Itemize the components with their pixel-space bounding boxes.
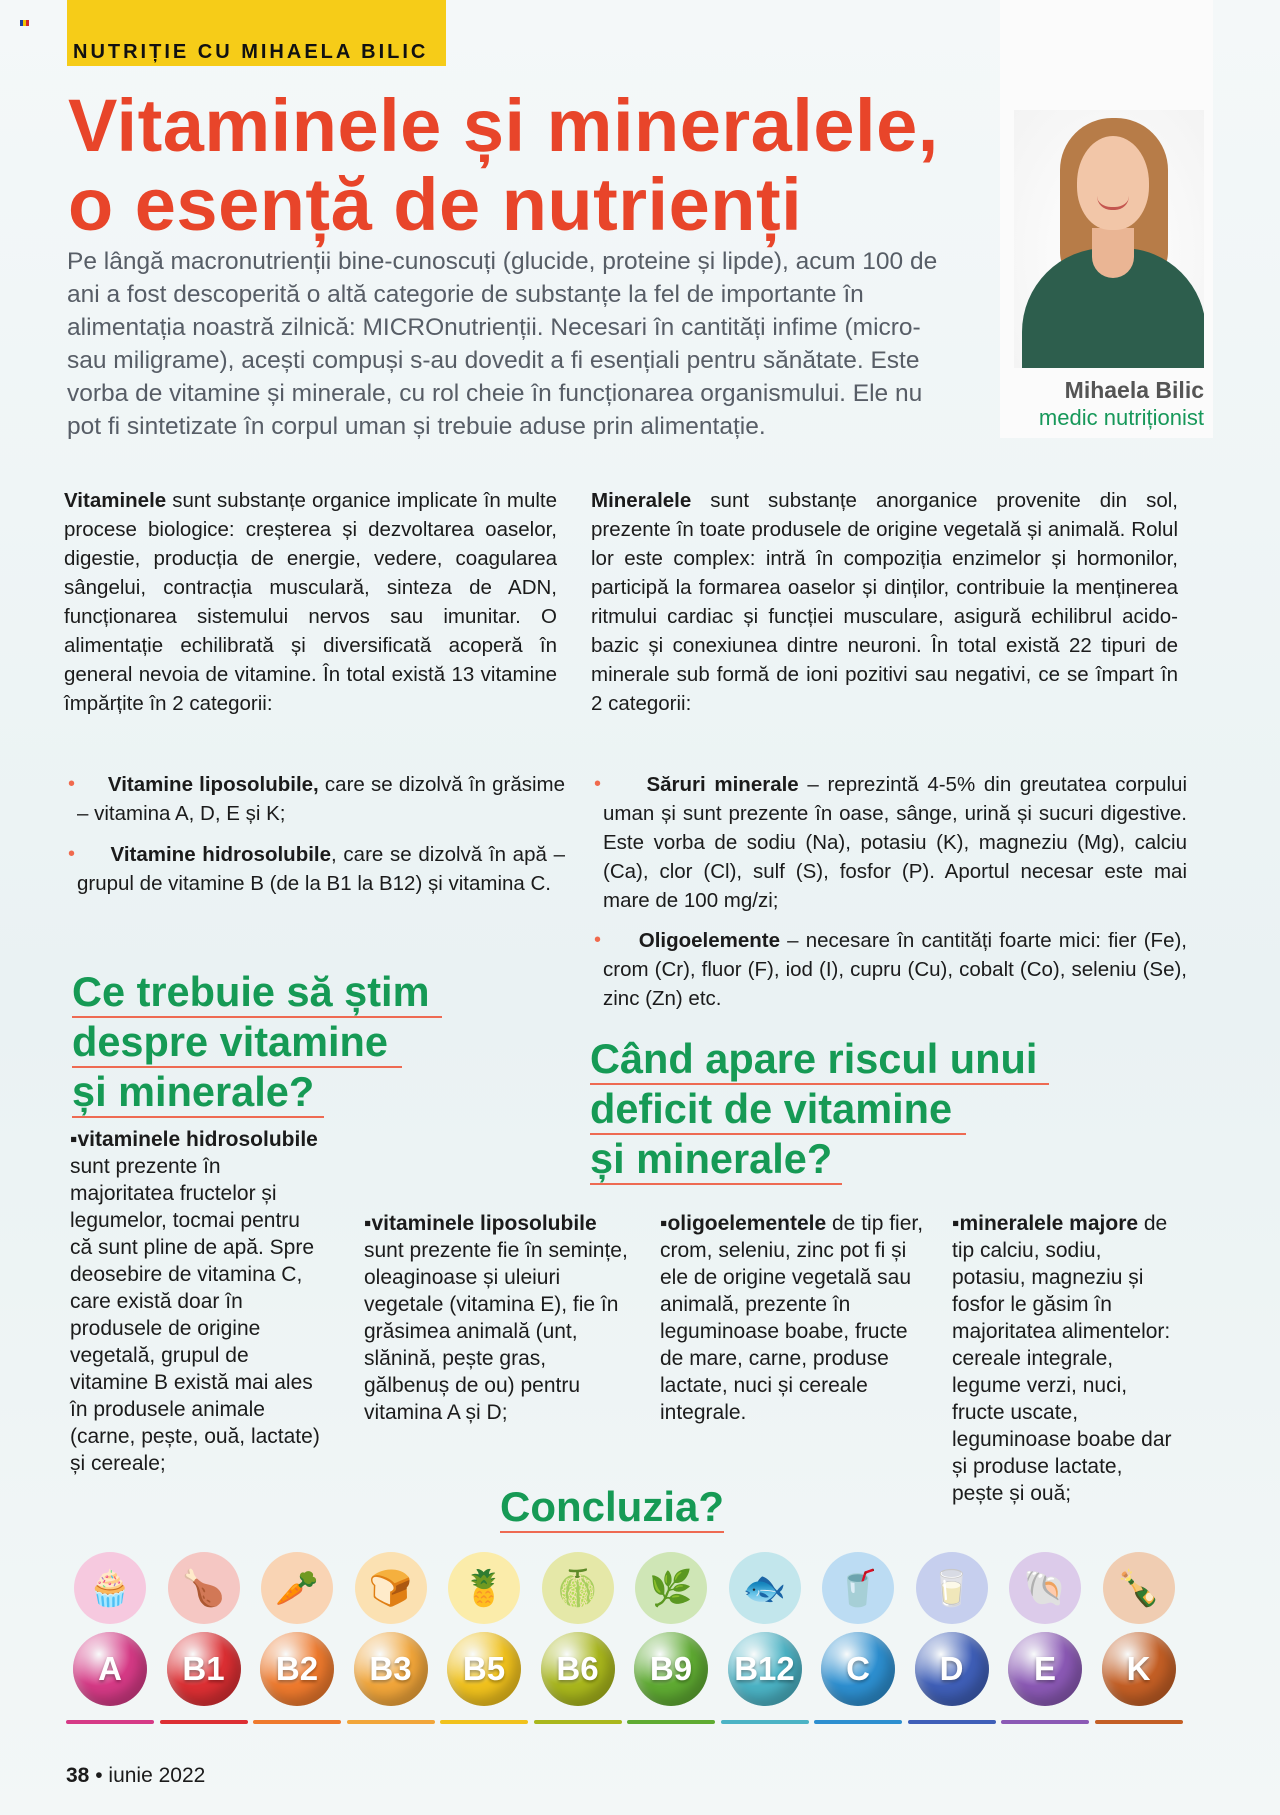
vitamin-underline bbox=[627, 1720, 715, 1724]
bullet-text: – reprezintă 4-5% din greutatea corpului uman și sunt prezente în oase, sânge, urină și sucuri digestive. Este vorba de sodiu (Na), potasiu (K), magneziu (Mg), calciu (Ca), clor (Cl), sulf (S), fosfor (P). Aportul necesar este mai mare de 100 mg/zi; bbox=[603, 773, 1188, 912]
column-lead: vitaminele liposolubile bbox=[371, 1212, 597, 1235]
article-title bbox=[68, 86, 939, 244]
vitamin-badge: B1 bbox=[167, 1632, 241, 1706]
minerals-lead: Mineralele bbox=[591, 489, 692, 512]
vitamin-underline bbox=[721, 1720, 809, 1724]
bullet-hidrosolubile bbox=[68, 840, 565, 898]
minerals-text: sunt substanțe anorganice provenite din sol, prezente în toate produsele de origine vegetală și animală. Rolul lor este complex: intră în compoziția enzimelor și hormonilor, participă la formarea oaselor și dinților, contribuie la menținerea ritmului cardiac și funcției musculare, asigură echilibrul acido-bazic și conexiunea dintre neuroni. În total există 22 tipuri de minerale sub formă de ioni pozitivi sau negativi, ce se împart în 2 categorii: bbox=[591, 489, 1178, 715]
flag-icon bbox=[20, 20, 29, 26]
cupcake-icon: 🧁 bbox=[74, 1552, 146, 1624]
column-mineralele-majore bbox=[952, 1210, 1178, 1507]
vitamin-badge: B12 bbox=[728, 1632, 802, 1706]
vitamins-text: sunt substanțe organice implicate în multe procese biologice: creșterea și dezvoltarea oaselor, digestie, producția de energie, vedere, coagularea sângelui, contracția musculară, sinteza de ADN, funcționarea sistemului nervos sau imunitar. O alimentație echilibrată și diversificată acoperă în general nevoia de vitamine. În total există 13 vitamine împărțite în 2 categorii: bbox=[64, 489, 557, 715]
oil-bottle-icon: 🍾 bbox=[1103, 1552, 1175, 1624]
melon-icon: 🍈 bbox=[542, 1552, 614, 1624]
heading-line: Când apare riscul unui bbox=[590, 1035, 1049, 1085]
vitamin-badge: E bbox=[1008, 1632, 1082, 1706]
bullet-lead: Vitamine liposolubile, bbox=[107, 773, 319, 796]
column-text: sunt prezente în majoritatea fructelor și legumelor, tocmai pentru că sunt pline de apă. Spre deosebire de vitamina C, care există doar în produsele de origine vegetală, grupul de vitamine B există mai ales în produsele animale (carne, pește, ouă, lactate) și cereale; bbox=[70, 1155, 320, 1475]
bullet-saruri-minerale bbox=[594, 770, 1187, 915]
vitamin-b1 bbox=[164, 1552, 244, 1724]
vitamin-underline bbox=[66, 1720, 154, 1724]
bullet-dot-icon: • bbox=[594, 929, 602, 951]
bullet-liposolubile bbox=[68, 770, 565, 828]
vitamin-k bbox=[1099, 1552, 1179, 1724]
vitamin-underline bbox=[814, 1720, 902, 1724]
vitamin-a bbox=[70, 1552, 150, 1724]
column-lead: mineralele majore bbox=[959, 1212, 1139, 1235]
column-liposolubile bbox=[364, 1210, 628, 1426]
column-marker: ▪ bbox=[660, 1212, 668, 1235]
column-marker: ▪ bbox=[952, 1212, 960, 1235]
parsley-icon: 🌿 bbox=[635, 1552, 707, 1624]
bullet-lead: Săruri minerale bbox=[646, 773, 799, 796]
fish-icon: 🐟 bbox=[729, 1552, 801, 1624]
issue-date: iunie 2022 bbox=[108, 1764, 206, 1787]
vitamin-c bbox=[818, 1552, 898, 1724]
heading-line: și minerale? bbox=[590, 1135, 842, 1185]
vitamin-underline bbox=[347, 1720, 435, 1724]
vitamin-b2 bbox=[257, 1552, 337, 1724]
author-role: medic nutriționist bbox=[1038, 405, 1204, 430]
vitamin-b12 bbox=[725, 1552, 805, 1724]
vitamin-badge: C bbox=[821, 1632, 895, 1706]
bread-icon: 🍞 bbox=[355, 1552, 427, 1624]
bullet-text: care se dizolvă în grăsime – vitamina A, D, E și K; bbox=[77, 773, 565, 825]
page-number: 38 bbox=[66, 1764, 90, 1787]
vitamin-badge: B5 bbox=[447, 1632, 521, 1706]
bullet-text: , care se dizolvă în apă – grupul de vitamine B (de la B1 la B12) și vitamina C. bbox=[77, 843, 565, 895]
vitamin-underline bbox=[908, 1720, 996, 1724]
column-text: de tip fier, crom, seleniu, zinc pot fi și ele de origine vegetală sau animală, prezente în leguminoase boabe, fructe de mare, carne, produse lactate, nuci și cereale integrale. bbox=[660, 1212, 924, 1424]
column-hidrosolubile bbox=[70, 1126, 320, 1477]
author-card bbox=[1000, 0, 1213, 438]
column-text: sunt prezente fie în semințe, oleaginoase și uleiuri vegetale (vitamina E), fie în grăsimea animală (unt, slănină, pește gras, gălbenuș de ou) pentru vitamina A și D; bbox=[364, 1239, 628, 1424]
heading-line: despre vitamine bbox=[72, 1018, 402, 1068]
vitamin-underline bbox=[253, 1720, 341, 1724]
column-marker: ▪ bbox=[70, 1128, 78, 1151]
shell-icon: 🐚 bbox=[1009, 1552, 1081, 1624]
title-line-2: o esență de nutrienți bbox=[68, 163, 803, 246]
column-oligoelementele bbox=[660, 1210, 928, 1426]
bullet-oligoelemente bbox=[594, 926, 1187, 1013]
column-marker: ▪ bbox=[364, 1212, 372, 1235]
vitamin-b9 bbox=[631, 1552, 711, 1724]
vitamins-paragraph bbox=[64, 486, 557, 718]
title-line-1: Vitaminele și mineralele, bbox=[68, 84, 939, 167]
author-name: Mihaela Bilic bbox=[1064, 377, 1204, 403]
vitamin-badge: D bbox=[915, 1632, 989, 1706]
bullet-lead: Vitamine hidrosolubile bbox=[110, 843, 332, 866]
vitamin-b6 bbox=[538, 1552, 618, 1724]
pineapple-icon: 🍍 bbox=[448, 1552, 520, 1624]
juice-icon: 🥤 bbox=[822, 1552, 894, 1624]
bullet-dot-icon: • bbox=[68, 773, 76, 795]
vitamins-lead: Vitaminele bbox=[64, 489, 167, 512]
carrot-icon: 🥕 bbox=[261, 1552, 333, 1624]
milk-jug-icon: 🥛 bbox=[916, 1552, 988, 1624]
vitamin-underline bbox=[534, 1720, 622, 1724]
intro-paragraph: Pe lângă macronutrienții bine-cunoscuți (glucide, proteine și lipde), acum 100 de ani a fost descoperită o altă categorie de substanțe la fel de importante în alimentația noastră zilnică: MICROnutrienții. Necesari în cantități infime (micro- sau miligrame), acești compuși s-au dovedit a fi esențiali pentru sănătate. Este vorba de vitamine și minerale, cu rol cheie în funcționarea organismului. Ele nu pot fi sintetizate în corpul uman și trebuie aduse prin alimentație. bbox=[67, 248, 938, 440]
vitamin-b5 bbox=[444, 1552, 524, 1724]
vitamin-b3 bbox=[351, 1552, 431, 1724]
heading-line: Ce trebuie să știm bbox=[72, 968, 442, 1018]
vitamin-badge: B2 bbox=[260, 1632, 334, 1706]
vitamin-badge: B3 bbox=[354, 1632, 428, 1706]
vitamin-underline bbox=[1095, 1720, 1183, 1724]
author-photo bbox=[1014, 110, 1204, 368]
column-lead: vitaminele hidrosolubile bbox=[77, 1128, 318, 1151]
vitamin-badge: B6 bbox=[541, 1632, 615, 1706]
chicken-icon: 🍗 bbox=[168, 1552, 240, 1624]
heading-ce-trebuie bbox=[72, 968, 442, 1118]
bullet-dot-icon: • bbox=[68, 843, 76, 865]
vitamin-strip bbox=[70, 1552, 1180, 1724]
footer-separator: • bbox=[95, 1764, 103, 1787]
column-lead: oligoelementele bbox=[667, 1212, 827, 1235]
bullet-lead: Oligoelemente bbox=[638, 929, 781, 952]
vitamin-e bbox=[1005, 1552, 1085, 1724]
vitamin-badge: K bbox=[1102, 1632, 1176, 1706]
heading-line: și minerale? bbox=[72, 1068, 324, 1118]
section-tag bbox=[67, 0, 446, 66]
vitamin-underline bbox=[160, 1720, 248, 1724]
section-tag-label: NUTRIȚIE CU MIHAELA BILIC bbox=[73, 41, 429, 63]
vitamin-badge: A bbox=[73, 1632, 147, 1706]
heading-line: deficit de vitamine bbox=[590, 1085, 966, 1135]
bullet-dot-icon: • bbox=[594, 773, 602, 795]
vitamin-underline bbox=[1001, 1720, 1089, 1724]
minerals-paragraph bbox=[591, 486, 1178, 718]
bullet-text: – necesare în cantități foarte mici: fier (Fe), crom (Cr), fluor (F), iod (I), cupru (Cu), cobalt (Co), seleniu (Se), zinc (Zn) etc. bbox=[603, 929, 1187, 1010]
column-text: de tip calciu, sodiu, potasiu, magneziu și fosfor le găsim în majoritatea alimentelor: cereale integrale, legume verzi, nuci, fructe uscate, leguminoase boabe dar și produse lactate, pește și ouă; bbox=[952, 1212, 1172, 1505]
vitamin-badge: B9 bbox=[634, 1632, 708, 1706]
heading-risc-deficit bbox=[590, 1035, 1049, 1185]
conclusion-heading: Concluzia? bbox=[500, 1483, 724, 1533]
vitamin-underline bbox=[440, 1720, 528, 1724]
vitamin-d bbox=[912, 1552, 992, 1724]
page-footer bbox=[66, 1764, 205, 1788]
